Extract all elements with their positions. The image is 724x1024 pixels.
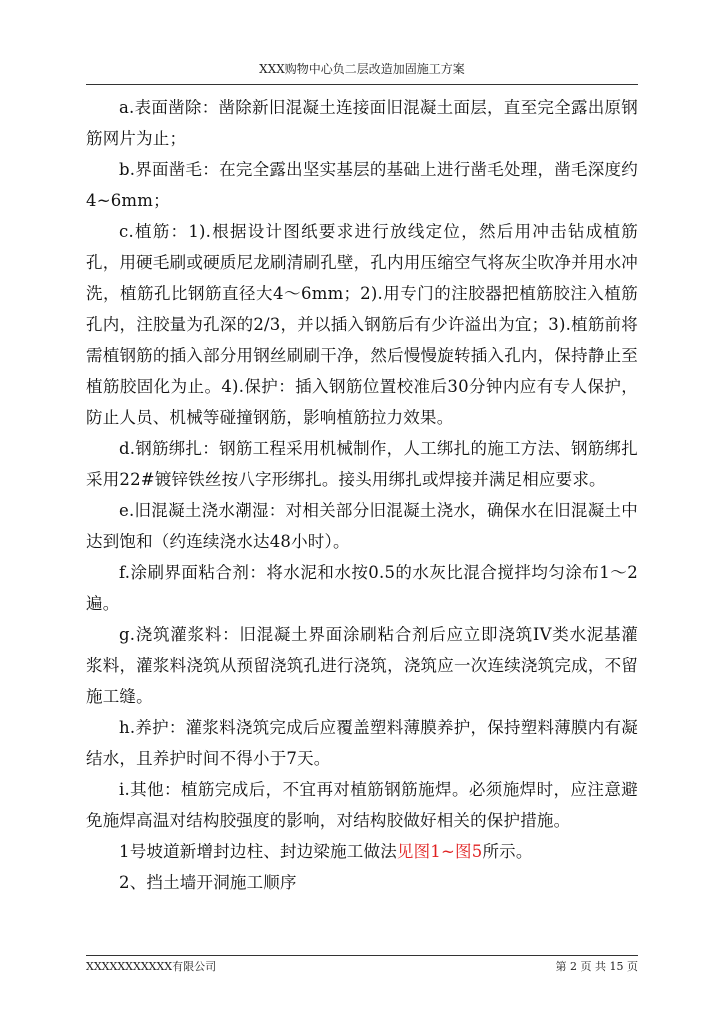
- section-heading: 2、挡土墙开洞施工顺序: [119, 873, 297, 892]
- paragraph-h: h.养护：灌浆料浇筑完成后应覆盖塑料薄膜养护，保持塑料薄膜内有凝结水，且养护时间不得小于7天。: [86, 718, 638, 768]
- paragraph-e: e.旧混凝土浇水潮湿：对相关部分旧混凝土浇水，确保水在旧混凝土中达到饱和（约连续浇水达48小时）。: [86, 501, 638, 551]
- footer-page-number: 第 2 页 共 15 页: [555, 960, 638, 973]
- figure-reference-link[interactable]: 见图1~图5: [396, 842, 483, 861]
- paragraph-f: f.涂刷界面粘合剂：将水泥和水按0.5的水灰比混合搅拌均匀涂布1～2遍。: [86, 563, 638, 613]
- figure-reference-suffix: 所示。: [482, 842, 533, 861]
- paragraph-a: a.表面凿除：凿除新旧混凝土连接面旧混凝土面层，直至完全露出原钢筋网片为止；: [86, 98, 638, 148]
- footer-divider: [86, 955, 638, 956]
- paragraph-b: b.界面凿毛：在完全露出坚实基层的基础上进行凿毛处理，凿毛深度约4~6mm；: [86, 160, 638, 210]
- page-header: XXX购物中心负二层改造加固施工方案: [259, 62, 465, 76]
- paragraph-c: c.植筋：1).根据设计图纸要求进行放线定位，然后用冲击钻成植筋孔，用硬毛刷或硬质尼龙刷清刷孔壁，孔内用压缩空气将灰尘吹净并用水冲洗，植筋孔比钢筋直径大4～6mm；2).用专门的注胶器把植筋胶注入植筋孔内，注胶量为孔深的2/3，并以插入钢筋后有少许溢出为宜；3).植筋前将需植钢筋的插入部分用钢丝刷刷干净，然后慢慢旋转插入孔内，保持静止至植筋胶固化为止。4).保护：插入钢筋位置校准后30分钟内应有专人保护，防止人员、机械等碰撞钢筋，影响植筋拉力效果。: [86, 222, 638, 427]
- paragraph-d: d.钢筋绑扎：钢筋工程采用机械制作，人工绑扎的施工方法、钢筋绑扎采用22#镀锌铁丝按八字形绑扎。接头用绑扎或焊接并满足相应要求。: [86, 439, 638, 489]
- footer-company: XXXXXXXXXXX有限公司: [86, 960, 217, 973]
- figure-reference-paragraph: [86, 836, 638, 867]
- header-divider: [86, 84, 638, 85]
- paragraph-i: i.其他：植筋完成后，不宜再对植筋钢筋施焊。必须施焊时，应注意避免施焊高温对结构胶强度的影响，对结构胶做好相关的保护措施。: [86, 780, 638, 830]
- document-body: [86, 92, 638, 898]
- figure-reference-text: 1号坡道新增封边柱、封边梁施工做法: [119, 842, 397, 861]
- paragraph-g: g.浇筑灌浆料：旧混凝土界面涂刷粘合剂后应立即浇筑IV类水泥基灌浆料，灌浆料浇筑从预留浇筑孔进行浇筑，浇筑应一次连续浇筑完成，不留施工缝。: [86, 625, 638, 706]
